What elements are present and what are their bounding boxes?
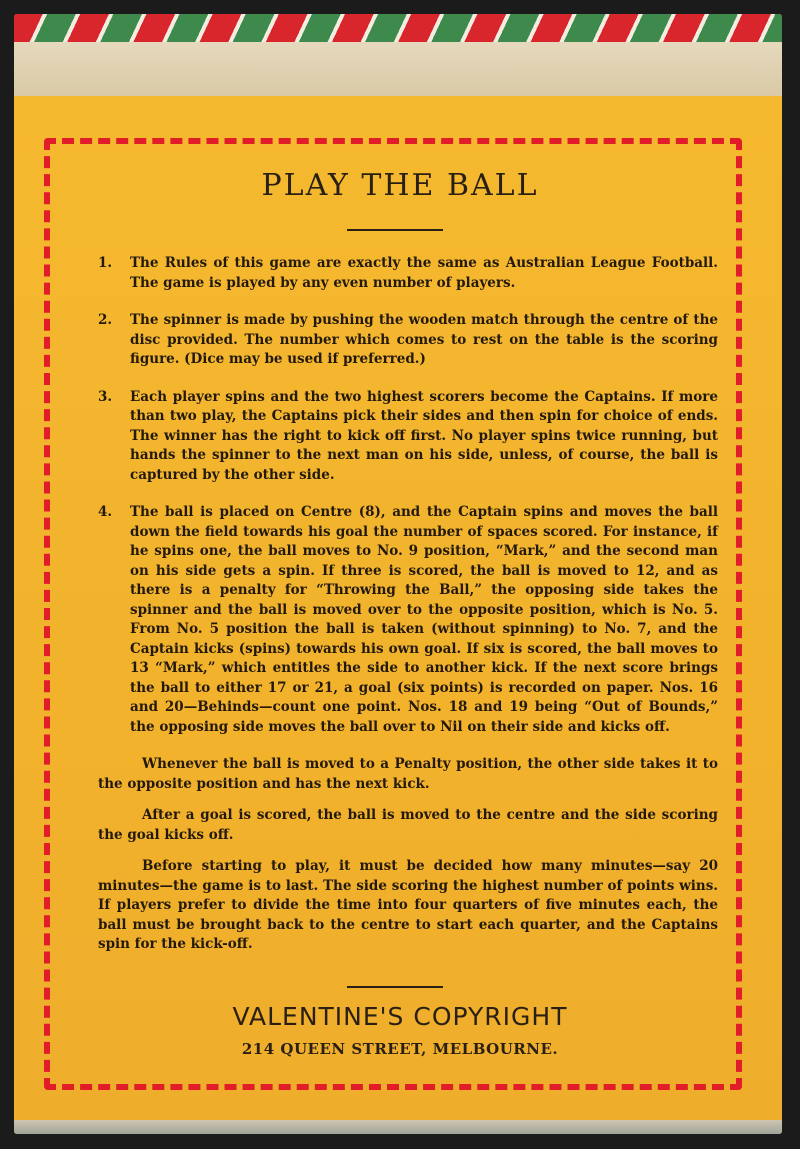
rule-number: 2. — [98, 312, 113, 328]
rule-item — [98, 503, 718, 737]
paper-band — [14, 42, 782, 97]
publisher-name: VALENTINE'S COPYRIGHT — [232, 1002, 568, 1031]
rule-number: 1. — [98, 255, 113, 271]
striped-binding — [14, 14, 782, 42]
rule-text: The Rules of this game are exactly the same as Australian League Football. The game is played by any even number of players. — [130, 255, 718, 291]
footer-divider — [347, 986, 443, 988]
title-divider — [347, 229, 443, 231]
penalty-paragraph: Whenever the ball is moved to a Penalty position, the other side takes it to the opposite position and has the next kick. — [98, 756, 718, 792]
rules-section — [98, 254, 718, 967]
goal-paragraph: After a goal is scored, the ball is moved to the centre and the side scoring the goal kicks off. — [98, 807, 718, 843]
rule-number: 3. — [98, 388, 113, 405]
rule-text: Each player spins and the two highest scorers become the Captains. If more than two play, the Captains pick their sides and then spin for choice of ends. The winner has the right to kick off first. No player spins twice running, but hands the spinner to the next man on his side, unless, of course, the ball is captured by the other side. — [130, 388, 718, 483]
bottom-edge — [14, 1120, 782, 1134]
page-title: PLAY THE BALL — [261, 168, 539, 203]
publisher-address: 214 QUEEN STREET, MELBOURNE. — [241, 1040, 559, 1058]
rule-item — [98, 311, 718, 370]
rule-text: The spinner is made by pushing the wooden match through the centre of the disc provided. The number which comes to rest on the table is the scoring figure. (Dice may be used if preferred.) — [130, 312, 718, 367]
rule-item — [98, 388, 718, 486]
rule-number: 4. — [98, 504, 113, 520]
timing-paragraph: Before starting to play, it must be decided how many minutes—say 20 minutes—the game is to last. The side scoring the highest number of points wins. If players prefer to divide the time into four quarters of five minutes each, the ball must be brought back to the centre to start each quarter, and the Captains spin for the kick-off. — [98, 858, 718, 952]
rule-item — [98, 254, 718, 293]
rule-text: The ball is placed on Centre (8), and the Captain spins and moves the ball down the field towards his goal the number of spaces scored. For instance, if he spins one, the ball moves to No. 9 position, “Mark,” and the second man on his side gets a spin. If three is scored, the ball is moved to 12, and as there is a penalty for “Throwing the Ball,” the opposing side takes the spinner and the ball is moved over to the opposite position, which is No. 5. From No. 5 position the ball is taken (without spinning) to No. 7, and the Captain kicks (spins) towards his own goal. If six is scored, the ball moves to 13 “Mark,” which entitles the side to another kick. If the next score brings the ball to either 17 or 21, a goal (six points) is recorded on paper. Nos. 16 and 20—Behinds—count one point. Nos. 18 and 19 being “Out of Bounds,” the opposing side moves the ball over to Nil on their side and kicks off. — [130, 504, 718, 735]
